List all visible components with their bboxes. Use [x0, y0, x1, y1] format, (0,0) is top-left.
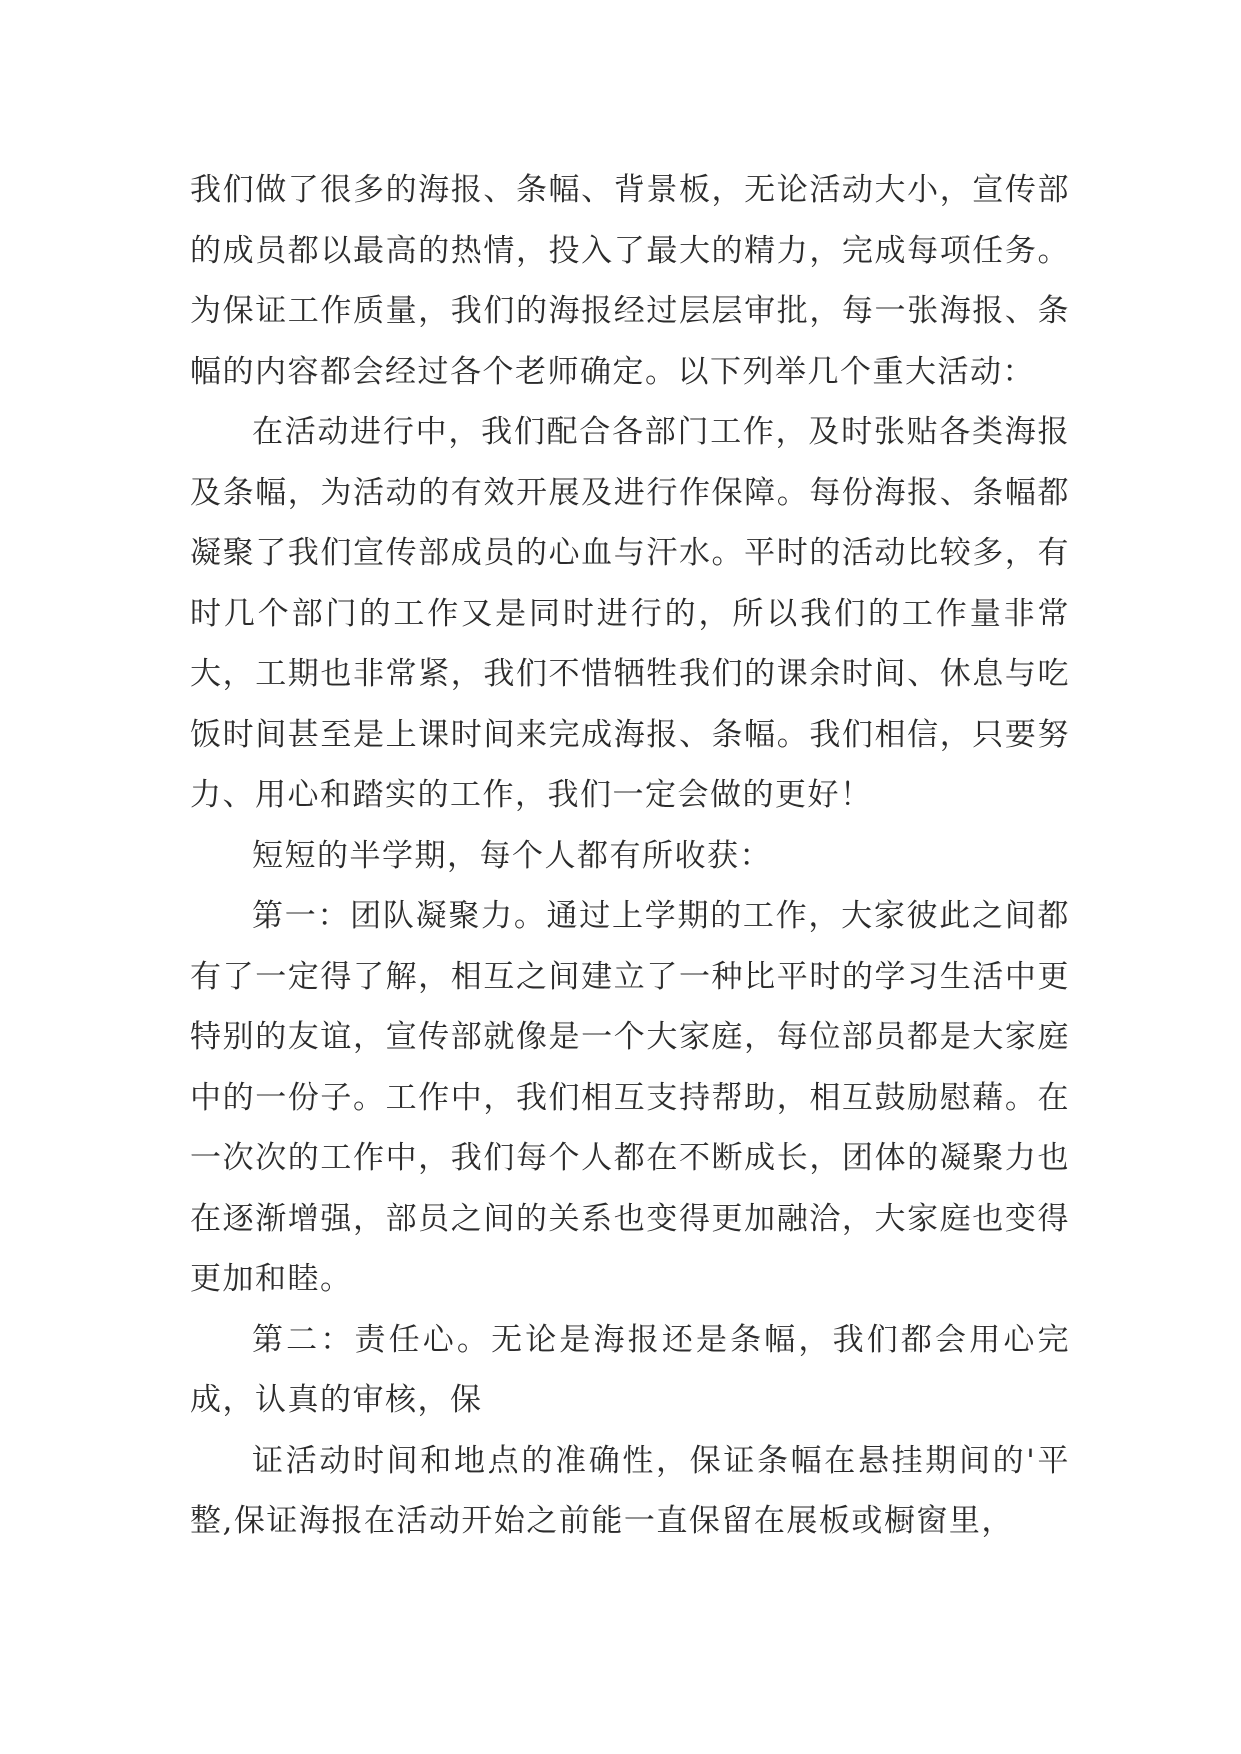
document-body — [190, 160, 1070, 1552]
paragraph-1: 我们做了很多的海报、条幅、背景板，无论活动大小，宣传部的成员都以最高的热情，投入了最大的精力，完成每项任务。为保证工作质量，我们的海报经过层层审批，每一张海报、条幅的内容都会经过各个老师确定。以下列举几个重大活动： — [190, 172, 1070, 390]
paragraph-5: 第二：责任心。无论是海报还是条幅，我们都会用心完成，认真的审核，保 — [190, 1321, 1070, 1418]
paragraph-2: 在活动进行中，我们配合各部门工作，及时张贴各类海报及条幅，为活动的有效开展及进行作保障。每份海报、条幅都凝聚了我们宣传部成员的心血与汗水。平时的活动比较多，有时几个部门的工作又是同时进行的，所以我们的工作量非常大，工期也非常紧，我们不惜牺牲我们的课余时间、休息与吃饭时间甚至是上课时间来完成海报、条幅。我们相信，只要努力、用心和踏实的工作，我们一定会做的更好！ — [190, 414, 1070, 813]
paragraph-6: 证活动时间和地点的准确性，保证条幅在悬挂期间的'平整,保证海报在活动开始之前能一直保留在展板或橱窗里， — [190, 1442, 1070, 1539]
paragraph-4: 第一：团队凝聚力。通过上学期的工作，大家彼此之间都有了一定得了解，相互之间建立了一种比平时的学习生活中更特别的友谊，宣传部就像是一个大家庭，每位部员都是大家庭中的一份子。工作中，我们相互支持帮助，相互鼓励慰藉。在一次次的工作中，我们每个人都在不断成长，团体的凝聚力也在逐渐增强，部员之间的关系也变得更加融洽，大家庭也变得更加和睦。 — [190, 898, 1070, 1297]
paragraph-3: 短短的半学期，每个人都有所收获： — [252, 837, 772, 874]
